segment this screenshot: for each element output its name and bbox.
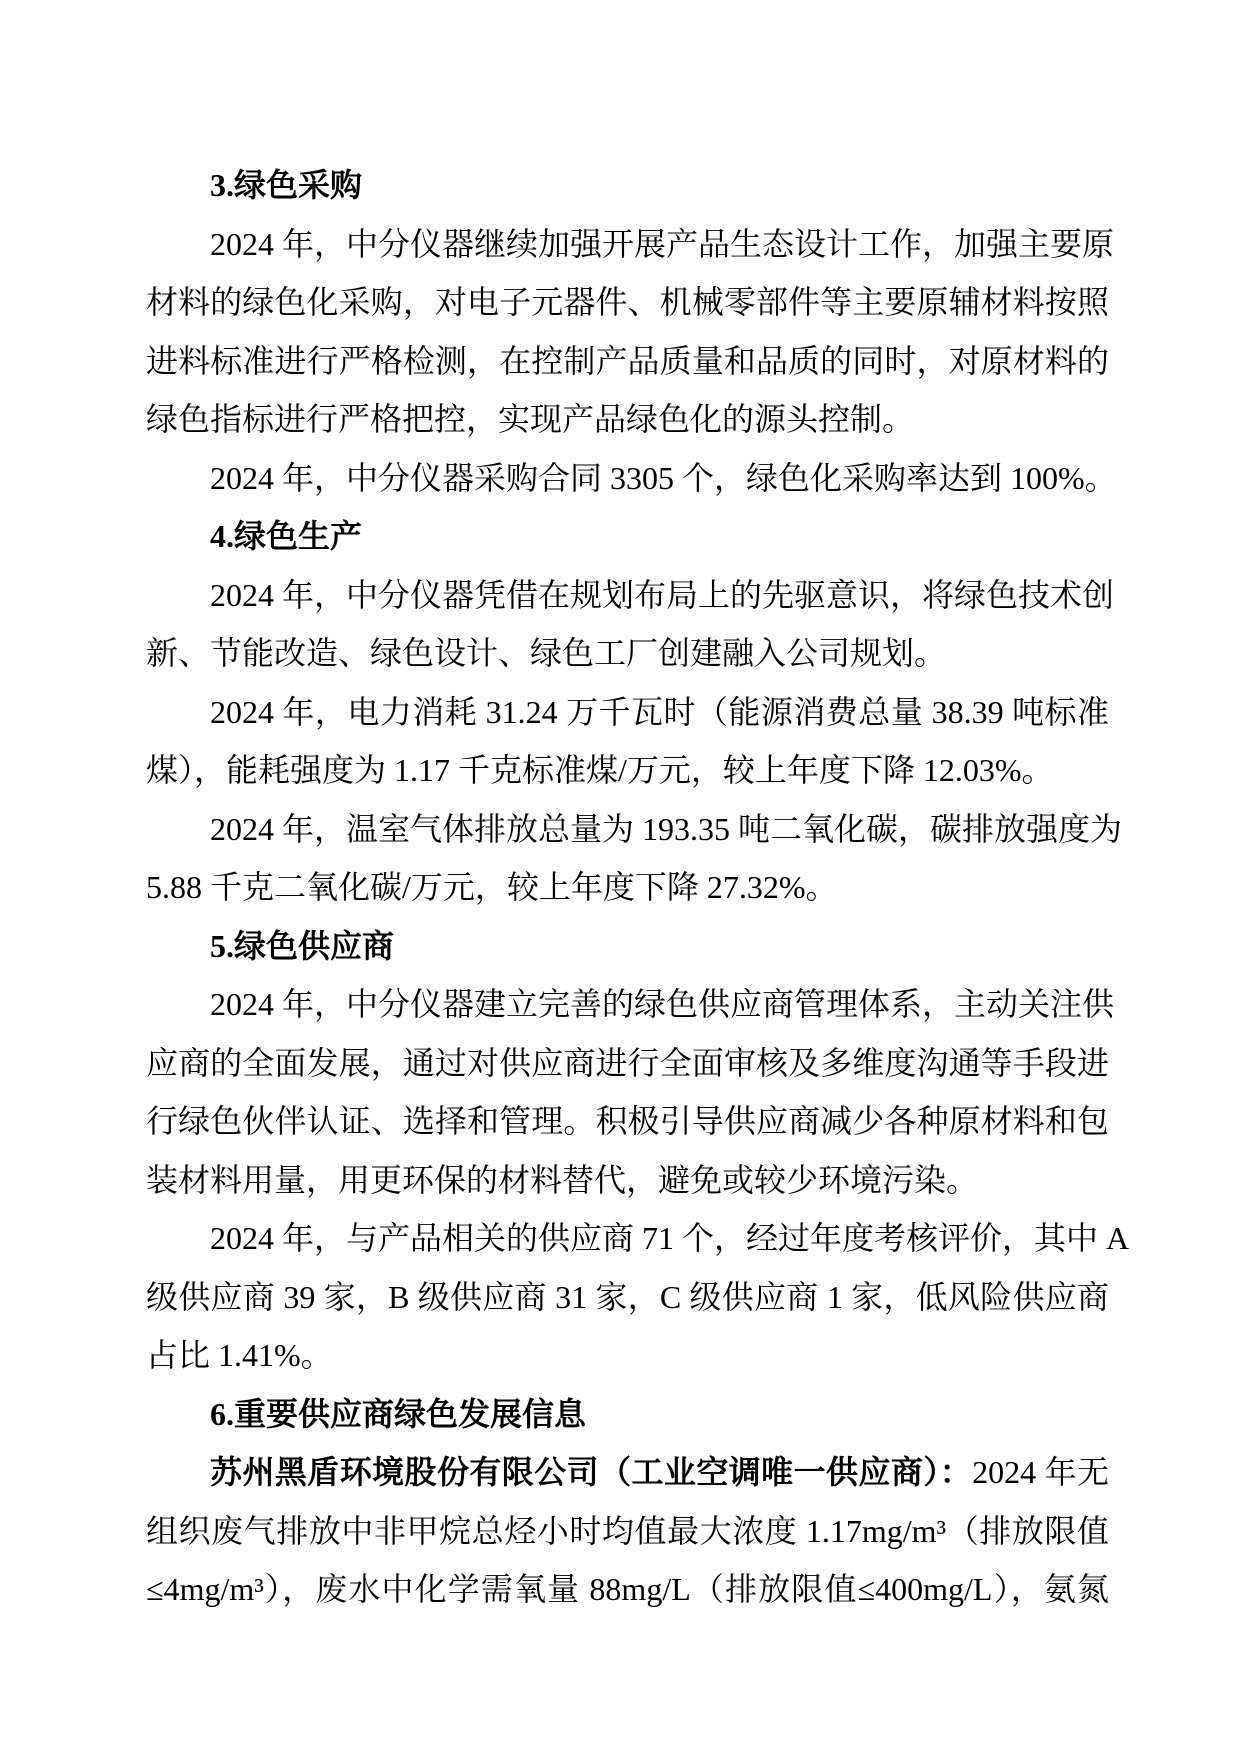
text-line: 装材料用量，用更环保的材料替代，避免或较少环境污染。 (146, 1161, 979, 1198)
section-heading: 4.绿色生产 (210, 518, 363, 554)
text-line: 2024 年，中分仪器采购合同 3305 个，绿色化采购率达到 100%。 (210, 459, 1117, 496)
text-line (146, 1443, 1109, 1502)
text-line: 2024 年，温室气体排放总量为 193.35 吨二氧化碳，碳排放强度为 (210, 810, 1123, 847)
text-line: 5.88 千克二氧化碳/万元，较上年度下降 27.32%。 (146, 869, 838, 905)
text-line: 2024 年，中分仪器继续加强开展产品生态设计工作，加强主要原 (210, 225, 1115, 262)
supplier-name-bold: 苏州黑盾环境股份有限公司（工业空调唯一供应商）： (210, 1454, 973, 1490)
section-heading: 5.绿色供应商 (210, 927, 395, 964)
text-line: ≤4mg/m³），废水中化学需氧量 88mg/L（排放限值≤400mg/L），氨氮 (146, 1571, 1109, 1607)
text-line: 2024 年，电力消耗 31.24 万千瓦时（能源消费总量 38.39 吨标准 (210, 693, 1109, 730)
text-line: 新、节能改造、绿色设计、绿色工厂创建融入公司规划。 (146, 635, 947, 671)
text-line: 级供应商 39 家，B 级供应商 31 家，C 级供应商 1 家，低风险供应商 (146, 1278, 1109, 1315)
text-line: 2024 年，与产品相关的供应商 71 个，经过年度考核评价，其中 A (210, 1220, 1130, 1256)
text-line: 2024 年，中分仪器建立完善的绿色供应商管理体系，主动关注供 (210, 986, 1115, 1022)
text-line: 行绿色伙伴认证、选择和管理。积极引导供应商减少各种原材料和包 (146, 1103, 1109, 1139)
text-line: 组织废气排放中非甲烷总烃小时均值最大浓度 1.17mg/m³（排放限值 (146, 1512, 1109, 1549)
text-line: 占比 1.41%。 (146, 1337, 333, 1373)
text-line: 应商的全面发展，通过对供应商进行全面审核及多维度沟通等手段进 (146, 1044, 1109, 1081)
text-line: 煤），能耗强度为 1.17 千克标准煤/万元，较上年度下降 12.03%。 (146, 752, 1054, 788)
text-line: 材料的绿色化采购，对电子元器件、机械零部件等主要原辅材料按照 (146, 284, 1109, 320)
text-line: 绿色指标进行严格把控，实现产品绿色化的源头控制。 (146, 401, 915, 437)
section-heading: 6.重要供应商绿色发展信息 (210, 1395, 587, 1432)
document-text (146, 156, 1130, 1619)
text-run: 2024 年无 (972, 1454, 1109, 1490)
text-line: 2024 年，中分仪器凭借在规划布局上的先驱意识，将绿色技术创 (210, 576, 1115, 613)
section-heading: 3.绿色采购 (210, 167, 363, 203)
text-line: 进料标准进行严格检测，在控制产品质量和品质的同时，对原材料的 (146, 342, 1109, 379)
